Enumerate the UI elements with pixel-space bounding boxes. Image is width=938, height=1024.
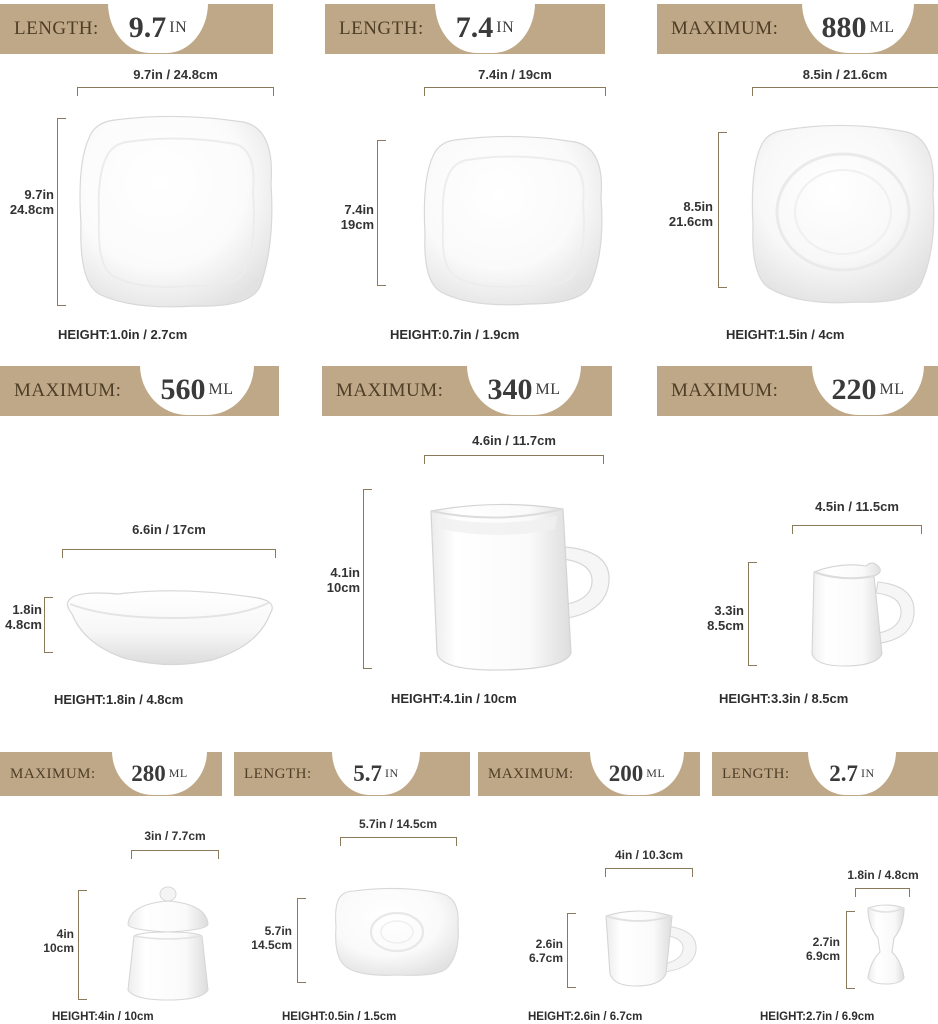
banner-unit: IN (169, 19, 188, 36)
height-label-soup-plate: HEIGHT:1.5in / 4cm (726, 327, 845, 342)
top-rule-saucer (340, 837, 457, 846)
side-rule-egg-cup (846, 911, 855, 989)
banner-creamer (657, 366, 938, 416)
banner-unit: IN (496, 19, 515, 36)
banner-value: 7.4 (455, 11, 494, 44)
side-rule-soup-plate (718, 132, 727, 288)
top-measure-saucer: 5.7in / 14.5cm (358, 817, 438, 831)
banner-value: 880 (821, 11, 867, 44)
banner-value-bubble (590, 751, 684, 795)
banner-label: LENGTH: (722, 765, 790, 782)
artwork-dessert-plate (419, 132, 614, 312)
banner-value-bubble (332, 751, 420, 795)
top-rule-dinner-plate (77, 87, 274, 96)
side-rule-cup (567, 913, 576, 988)
side-rule-saucer (297, 898, 306, 983)
banner-label: LENGTH: (339, 18, 424, 39)
banner-mug (322, 366, 612, 416)
side-measure-soup-plate: 8.5in 21.6cm (668, 199, 713, 229)
height-label-serving-bowl: HEIGHT:1.8in / 4.8cm (54, 692, 184, 707)
banner-label: MAXIMUM: (336, 380, 444, 401)
side-measure-saucer: 5.7in 14.5cm (251, 924, 292, 952)
artwork-dinner-plate (75, 112, 280, 312)
banner-value: 560 (160, 373, 206, 406)
banner-value-bubble (140, 365, 254, 415)
banner-value: 280 (131, 760, 166, 786)
top-rule-soup-plate (752, 87, 938, 96)
banner-serving-bowl (0, 366, 279, 416)
side-measure-sugar-bowl: 4in 10cm (43, 927, 74, 955)
side-measure-mug: 4.1in 10cm (326, 565, 360, 595)
artwork-soup-plate (745, 120, 938, 310)
top-rule-serving-bowl (62, 549, 276, 558)
side-rule-serving-bowl (44, 597, 53, 653)
banner-unit: ML (879, 381, 905, 398)
banner-dessert-plate (325, 4, 605, 54)
artwork-egg-cup (856, 900, 918, 992)
banner-unit: ML (869, 19, 895, 36)
artwork-sugar-bowl (110, 884, 228, 1006)
side-rule-dessert-plate (377, 140, 386, 286)
height-label-mug: HEIGHT:4.1in / 10cm (391, 691, 517, 706)
top-measure-dinner-plate: 9.7in / 24.8cm (133, 67, 218, 82)
height-label-egg-cup: HEIGHT:2.7in / 6.9cm (760, 1011, 875, 1023)
banner-unit: ML (535, 381, 561, 398)
banner-label: MAXIMUM: (671, 380, 779, 401)
banner-soup-plate (657, 4, 938, 54)
top-rule-egg-cup (855, 888, 910, 897)
banner-value-bubble (435, 3, 535, 53)
top-measure-cup: 4in / 10.3cm (614, 848, 684, 862)
side-rule-creamer (748, 562, 757, 666)
banner-label: MAXIMUM: (671, 18, 779, 39)
banner-unit: ML (208, 381, 234, 398)
height-label-creamer: HEIGHT:3.3in / 8.5cm (719, 691, 849, 706)
top-rule-creamer (792, 525, 922, 534)
height-label-saucer: HEIGHT:0.5in / 1.5cm (282, 1011, 397, 1023)
top-measure-mug: 4.6in / 11.7cm (472, 433, 556, 448)
top-measure-dessert-plate: 7.4in / 19cm (478, 67, 552, 82)
banner-label: MAXIMUM: (488, 765, 574, 782)
side-measure-serving-bowl: 1.8in 4.8cm (5, 602, 42, 632)
banner-saucer (234, 752, 470, 796)
banner-label: MAXIMUM: (14, 380, 122, 401)
top-rule-cup (605, 868, 693, 877)
banner-label: LENGTH: (14, 18, 99, 39)
banner-label: MAXIMUM: (10, 765, 96, 782)
banner-value: 340 (487, 373, 533, 406)
height-label-dinner-plate: HEIGHT:1.0in / 2.7cm (58, 327, 188, 342)
height-label-sugar-bowl: HEIGHT:4in / 10cm (52, 1011, 154, 1023)
side-measure-dinner-plate: 9.7in 24.8cm (9, 187, 54, 217)
artwork-creamer (800, 556, 935, 674)
height-label-cup: HEIGHT:2.6in / 6.7cm (528, 1011, 643, 1023)
banner-value: 200 (608, 760, 644, 786)
top-measure-soup-plate: 8.5in / 21.6cm (802, 67, 888, 82)
banner-value: 220 (831, 373, 877, 406)
banner-value-bubble (802, 3, 914, 53)
top-measure-serving-bowl: 6.6in / 17cm (132, 522, 206, 537)
top-measure-creamer: 4.5in / 11.5cm (815, 499, 899, 514)
side-rule-sugar-bowl (78, 890, 87, 1000)
banner-value: 9.7 (128, 11, 167, 44)
height-label-dessert-plate: HEIGHT:0.7in / 1.9cm (390, 327, 520, 342)
banner-value-bubble (112, 751, 207, 795)
banner-unit: ML (646, 765, 666, 780)
side-measure-cup: 2.6in 6.7cm (528, 937, 563, 965)
top-rule-sugar-bowl (131, 850, 219, 859)
artwork-mug (415, 495, 615, 675)
artwork-saucer (332, 885, 466, 985)
banner-cup (478, 752, 700, 796)
banner-dinner-plate (0, 4, 273, 54)
top-rule-dessert-plate (424, 87, 606, 96)
artwork-cup (594, 902, 704, 998)
banner-unit: IN (861, 765, 875, 780)
top-rule-mug (424, 455, 604, 464)
banner-unit: IN (385, 765, 399, 780)
side-rule-mug (363, 489, 372, 669)
banner-value-bubble (467, 365, 581, 415)
side-measure-egg-cup: 2.7in 6.9cm (805, 935, 840, 963)
side-rule-dinner-plate (57, 118, 66, 306)
banner-unit: ML (168, 765, 188, 780)
top-measure-sugar-bowl: 3in / 7.7cm (144, 829, 206, 843)
banner-sugar-bowl (0, 752, 222, 796)
side-measure-dessert-plate: 7.4in 19cm (340, 202, 374, 232)
banner-value-bubble (108, 3, 208, 53)
banner-value-bubble (808, 751, 896, 795)
top-measure-egg-cup: 1.8in / 4.8cm (847, 868, 919, 882)
banner-value-bubble (812, 365, 924, 415)
side-measure-creamer: 3.3in 8.5cm (707, 603, 744, 633)
artwork-serving-bowl (62, 588, 282, 672)
banner-label: LENGTH: (244, 765, 312, 782)
banner-value: 2.7 (829, 760, 859, 786)
banner-value: 5.7 (353, 760, 383, 786)
banner-egg-cup (712, 752, 938, 796)
